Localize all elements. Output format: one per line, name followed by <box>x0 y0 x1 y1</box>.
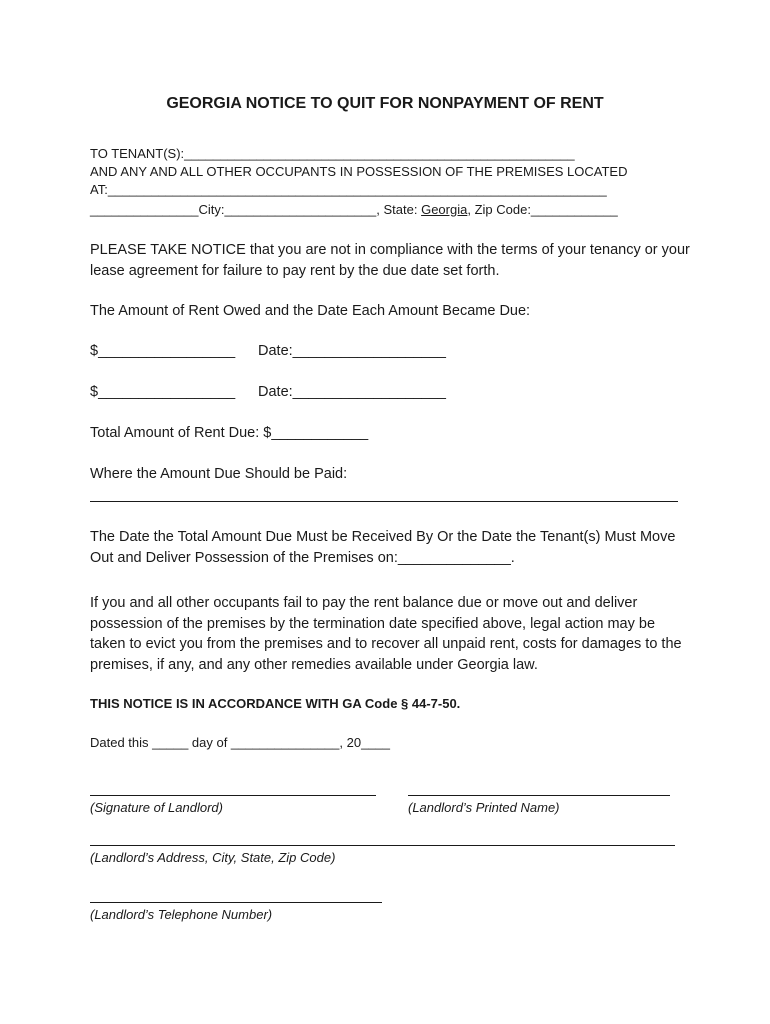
landlord-signature-label: (Signature of Landlord) <box>90 800 223 815</box>
premises-address-line: AT:_____________________________________________________________________ <box>90 182 607 197</box>
landlord-address-label: (Landlord’s Address, City, State, Zip Code) <box>90 850 336 865</box>
consequence-paragraph: If you and all other occupants fail to pay the rent balance due or move out and deliver possession of the premises by the termination date specified above, legal action may be taken to evict you from the premises and to recover all unpaid rent, costs for damages to the premises, if any, and any other remedies available under Georgia law. <box>90 595 682 673</box>
deadline-paragraph: The Date the Total Amount Due Must be Received By Or the Date the Tenant(s) Must Move Out and Deliver Possession of the Premises on:______________. <box>90 529 676 566</box>
date-field-1: Date:___________________ <box>258 343 446 359</box>
amount-field-1: $_________________ <box>90 343 236 359</box>
amount-field-2: $_________________ <box>90 384 236 400</box>
state-value: Georgia <box>421 202 468 217</box>
landlord-printed-name-label: (Landlord’s Printed Name) <box>408 800 560 815</box>
landlord-phone-label: (Landlord’s Telephone Number) <box>90 907 273 922</box>
where-paid-blank-line <box>90 501 678 502</box>
zip-label: , Zip Code:____________ <box>467 202 618 217</box>
landlord-phone-line <box>90 902 382 903</box>
dated-line: Dated this _____ day of _______________, 20____ <box>90 735 390 750</box>
total-due-line: Total Amount of Rent Due: $____________ <box>90 425 369 441</box>
city-state-zip-line <box>90 203 618 216</box>
landlord-signature-line <box>90 795 376 796</box>
accordance-statement: THIS NOTICE IS IN ACCORDANCE WITH GA Code § 44-7-50. <box>90 696 461 711</box>
amount-heading: The Amount of Rent Owed and the Date Each Amount Became Due: <box>90 303 531 319</box>
date-field-2: Date:___________________ <box>258 384 446 400</box>
landlord-printed-name-line <box>408 795 670 796</box>
document-title: GEORGIA NOTICE TO QUIT FOR NONPAYMENT OF RENT <box>166 95 604 112</box>
where-paid-label: Where the Amount Due Should be Paid: <box>90 466 348 482</box>
city-label: _______________City:_____________________, State: <box>90 202 422 217</box>
occupants-line: AND ANY AND ALL OTHER OCCUPANTS IN POSSESSION OF THE PREMISES LOCATED <box>90 164 628 179</box>
landlord-address-line <box>90 845 675 846</box>
tenant-line: TO TENANT(S):______________________________________________________ <box>90 146 575 161</box>
notice-paragraph: PLEASE TAKE NOTICE that you are not in compliance with the terms of your tenancy or your lease agreement for failure to pay rent by the due date set forth. <box>90 242 690 279</box>
